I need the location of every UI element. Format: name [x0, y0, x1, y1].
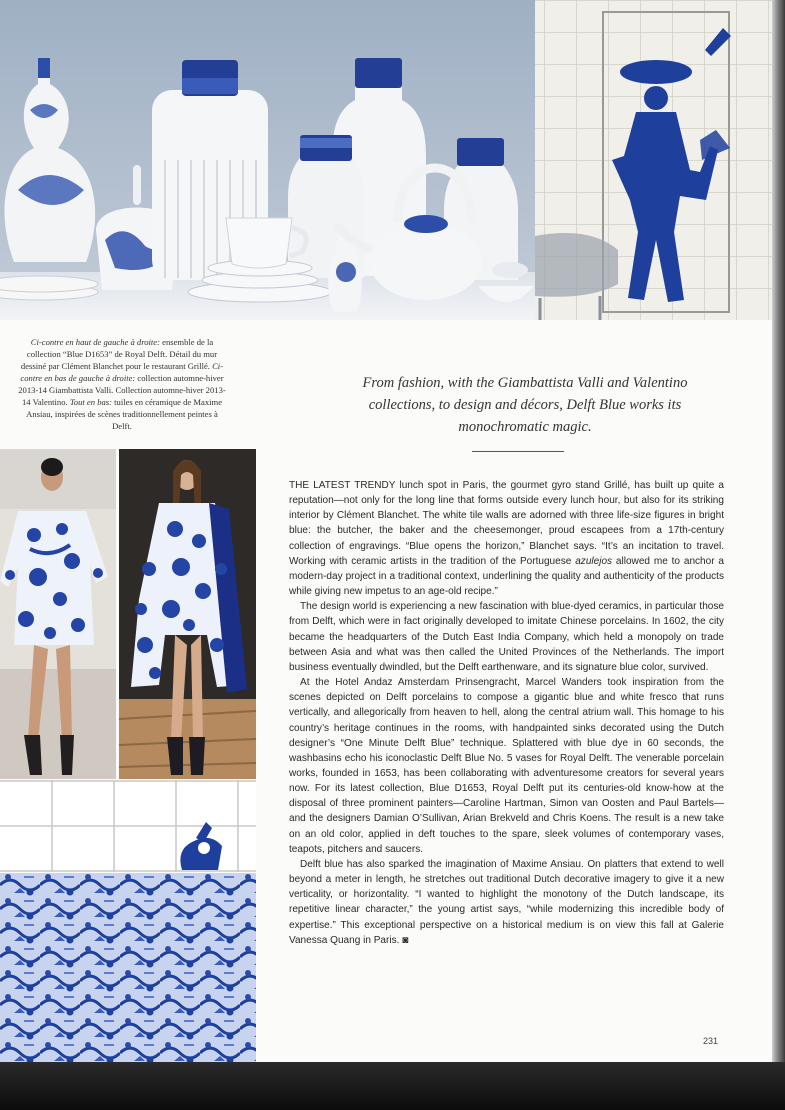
maxime-ansiau-tiles-photo [0, 873, 256, 1062]
caption-label-bottom: Ci-contre en bas de gauche à droite: [20, 361, 224, 383]
azulejos-word: azulejos [575, 555, 613, 567]
photo-caption [18, 336, 226, 432]
end-mark-icon: ◙ [402, 934, 409, 946]
delft-ceramics-photo [0, 0, 772, 320]
article-lead: THE LATEST TRENDY [289, 480, 396, 491]
white-tiles-photo [0, 780, 256, 872]
pull-quote-divider [472, 451, 564, 452]
valentino-photo [119, 449, 256, 779]
paragraph-4-text: Delft blue has also sparked the imagination of Maxime Ansiau. On platters that extend to well beyond a meter in length, he stretches out traditional Dutch decorative imagery to give it a new verticality, or horizontality. “I wanted to highlight the monotony of the Dutch landscape, its repetitive linear character,” the young artist says, “while modernizing this incredible body of expertise.” This exceptional perspective on a historical medium is on view this fall at Galerie Vanessa Quang in Paris. [289, 858, 724, 946]
page-number: 231 [703, 1036, 719, 1046]
caption-text-top: ensemble de la collection “Blue D1653” de Royal Delft. Détail du mur dessiné par Clément Blanchet pour le restaurant Grillé. [20, 337, 218, 371]
article-body [289, 478, 724, 948]
paragraph-1-text: lunch spot in Paris, the gourmet gyro stand Grillé, has built up quite a reputation—not only for the long line that forms outside every lunch hour, but also for its striking interior by Clément Blanchet. The white tile walls are adorned with three life-size figures in bright blue: the butcher, the baker and the cheesemonger, proud escapees from a 17th-century collection of engravings. “Blue opens the horizon,” Blanchet says. “It’s an incitation to travel. Working with ceramic artists in the tradition of the Portuguese [289, 480, 724, 567]
article-paragraph-1 [289, 478, 724, 599]
paragraph-1-end: allowed me to anchor a modern-day project in a traditional context, underlining the quality and authenticity of the products while giving new impetus to an age-old recipe.” [289, 555, 725, 598]
caption-label-tiles: Tout en bas: [69, 397, 112, 407]
caption-text-tiles: tuiles en céramique de Maxime Ansiau, inspirées de scènes traditionnellement peintes à Delft. [26, 397, 223, 431]
scan-shadow [0, 1062, 785, 1110]
book-spine [772, 0, 785, 1110]
caption-label-top: Ci-contre en haut de gauche à droite: [30, 337, 160, 347]
article-paragraph-2: The design world is experiencing a new fascination with blue-dyed ceramics, in particular those from Delft, which were in fact originally developed to imitate Chinese porcelains. In 1602, the city became the headquarters of the Dutch East India Company, which held a monopoly on trade between Asia and what was then called the United Provinces of the Netherlands. The import business eventually dwindled, but the Delft earthenware, and its signature blue color, survived. [289, 601, 724, 673]
giambattista-valli-photo [0, 449, 116, 779]
caption-text-bottom: collection automne-hiver 2013-14 Giambattista Valli. Collection automne-hiver 2013-14 Valentino. [18, 373, 226, 407]
article-paragraph-3: At the Hotel Andaz Amsterdam Prinsengracht, Marcel Wanders took inspiration from the scenes depicted on Delft porcelains to compose a gigantic blue and white fresco that runs vertically, and allegorically from heaven to hell, along the central atrium wall. This homage to his country’s heritage continues in the rooms, with handpainted sinks decorated using the Dutch designer’s “One Minute Delft Blue” technique. Splattered with blue dye in 60 seconds, the washbasins echo his iconoclastic Delft Blue No. 5 vases for Royal Delft. The venerable porcelain works, founded in 1653, has been collaborating with adventuresome creators for several years now. For its latest collection, Blue D1653, Royal Delft put its centuries-old know-how at the disposal of three prominent painters—Caroline Hartman, Simon van Oosten and Paul Bartels—and the designers Damian O’Sullivan, Arian Brekveld and Chris Koens. The result is a new take on an old color, applied in deft touches to the spare, sleek volumes of contemporary vases, teapots, pitchers and saucers. [289, 677, 724, 855]
pull-quote: From fashion, with the Giambattista Valli and Valentino collections, to design and décors, Delft Blue works its monochromatic magic. [362, 375, 688, 435]
article-paragraph-4 [289, 857, 724, 948]
